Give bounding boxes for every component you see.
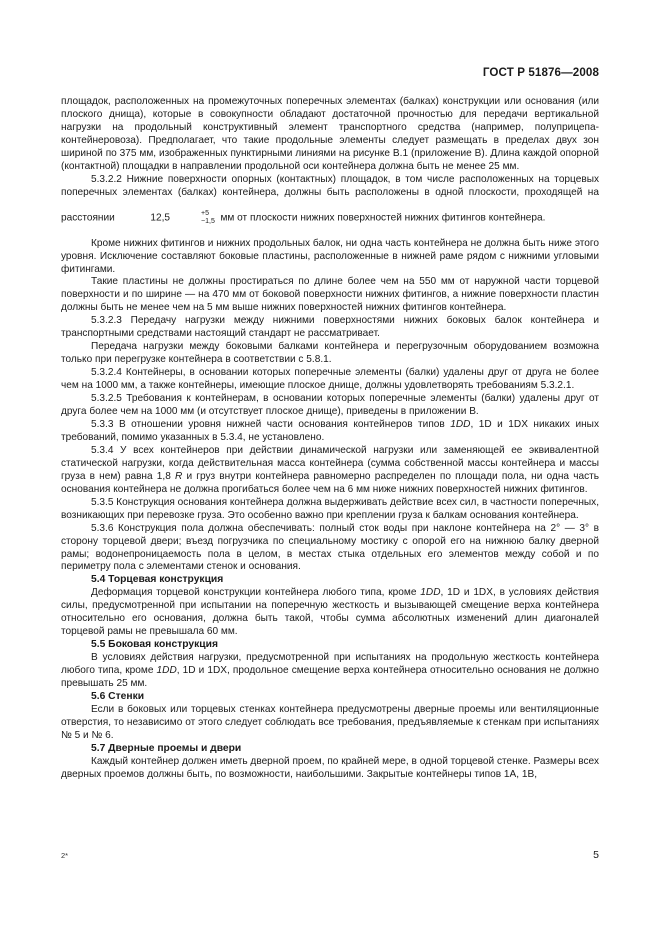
paragraph-text: 5.3.3 В отношении уровня нижней части основания контейнеров типов — [91, 418, 451, 430]
paragraph-text: и груз внутри контейнера равномерно распределен по площади пола, ни одна часть основания контейнера не должна прогибаться более чем на 6 мм ниже нижних поверхностей нижних фитингов. — [61, 470, 599, 495]
paragraph-5-3-2-3: 5.3.2.3 Передачу нагрузки между нижними поверхностями нижних боковых балок контейнера и транспортными средствами настоящий стандарт не рассматривает. — [61, 315, 599, 340]
section-heading-5-5: 5.5 Боковая конструкция — [91, 639, 218, 651]
formula-upper-tolerance: +5 — [201, 209, 210, 217]
paragraph-text: , 1D и 1DX, продольное смещение верха контейнера относительно основания не должно превышать 25 мм. — [61, 665, 599, 690]
page-number: 5 — [593, 849, 599, 861]
paragraph-text: , 1D и 1DX, в условиях действия силы, предусмотренной при испытании на поперечную жесткость и вызывающей смещение верха контейнера относительно его основания, должна быть такой, чтобы сумма абсолютных изменений длин диагоналей торцевой рамы не превышала 60 мм. — [61, 587, 599, 638]
paragraph-text: В условиях действия нагрузки, предусмотренной при испытаниях на продольную жесткость контейнера любого типа, кроме — [61, 652, 599, 677]
paragraph-5-3-2-5: 5.3.2.5 Требования к контейнерам, в основании которых поперечные элементы (балки) удалены друг от друга более чем на 1000 мм (и отсутствует плоское днище), приведены в приложении В. — [61, 393, 599, 418]
rating-symbol: R — [175, 470, 183, 482]
signature-mark: 2* — [61, 851, 69, 860]
paragraph — [61, 587, 599, 639]
formula-base: 12,5 — [150, 212, 171, 224]
container-type: 1DD — [450, 418, 471, 430]
paragraph-5-3-4 — [61, 445, 599, 497]
paragraph-5-3-2-4: 5.3.2.4 Контейнеры, в основании которых поперечные элементы (балки) удалены друг от друга не более чем на 1000 мм, а также контейнеры, имеющие плоское днище, должны удовлетворять требованиям 5.3.2.1. — [61, 367, 599, 392]
paragraph-5-3-5: 5.3.5 Конструкция основания контейнера должна выдерживать действие всех сил, в частности поперечных, возникающих при перевозке груза. Это особенно важно при креплении груза к балкам основания контейнера. — [61, 496, 599, 521]
paragraph-5-3-6: 5.3.6 Конструкция пола должна обеспечивать: полный сток воды при наклоне контейнера на 2° — 3° в сторону торцевой двери; въезд погрузчика по специальному мостику с опорой его на нижнюю балку дверной рамы; водонепроницаемость пола в целом, в местах стыка отдельных его элементов между собой и по периметру пола с элементами стенок и основания. — [61, 522, 599, 573]
dimension-formula — [120, 210, 214, 226]
paragraph-5-3-2-2 — [61, 174, 599, 232]
paragraph: Такие пластины не должны простираться по длине более чем на 550 мм от наружной части торцевой поверхности и по ширине — на 470 мм от боковой поверхности нижних фитингов, а нижние поверхности пластин должны быть не менее чем на 5 мм выше нижних поверхностей нижних фитингов контейнера. — [61, 276, 599, 314]
paragraph: Передача нагрузки между боковыми балками контейнера и перегрузочным оборудованием возможна только при перегрузке контейнера в соответствии с 5.8.1. — [61, 341, 599, 366]
paragraph-5-3-3 — [61, 419, 599, 445]
container-type: 1DD — [156, 665, 177, 677]
paragraph-text: 5.3.4 У всех контейнеров при действии динамической нагрузки или заменяющей ее эквивалентной статической нагрузки, когда действительная масса контейнера (сумма собственной массы контейнера и массы груза в нем) равна 1,8 — [61, 444, 599, 482]
paragraph-text: Деформация торцевой конструкции контейнера любого типа, кроме — [91, 587, 421, 599]
paragraph-text: 5.3.2.2 Нижние поверхности опорных (контактных) площадок, в том числе расположенных на торцевых поперечных элементах (балках) контейнера, должны быть расположены в одной плоскости, проходящей на расстоянии — [61, 173, 599, 224]
paragraph-text: , 1D и 1DX никаких иных требований, помимо указанных в 5.3.4, не установлено. — [61, 418, 599, 443]
paragraph: Если в боковых или торцевых стенках контейнера предусмотрены дверные проемы или вентиляционные отверстия, то независимо от этого следует соблюдать все требования, предъявляемые к стенкам при испытаниях № 5 и № 6. — [61, 703, 599, 741]
formula-tolerance — [171, 210, 215, 226]
paragraph: площадок, расположенных на промежуточных поперечных элементах (балках) конструкции или основания (или плоского днища), которые в совокупности обладают достаточной прочностью для передачи вертикальной нагрузки на продольный конструктивный элемент транспортного средства (например, полуприцепа-контейнеровоза). Предполагает, что такие продольные элементы следует размещать в пределах двух зон шириной по 375 мм, изображенных пунктирными линиями на рисунке В.1 (приложение В). Длина каждой опорной (контактной) площадки в направлении продольной оси контейнера должна быть не менее 25 мм. — [61, 96, 599, 172]
document-body — [61, 96, 599, 782]
container-type: 1DD — [420, 587, 441, 599]
paragraph: Каждый контейнер должен иметь дверной проем, по крайней мере, в одной торцевой стенке. Размеры всех дверных проемов должны быть, по возможности, наибольшими. Закрытые контейнеры типов 1А, 1В, — [61, 755, 599, 780]
formula-lower-tolerance: −1,5 — [201, 217, 215, 225]
paragraph-text: мм от плоскости нижних поверхностей нижних фитингов контейнера. — [220, 212, 546, 224]
section-heading-5-4: 5.4 Торцевая конструкция — [91, 574, 224, 586]
paragraph — [61, 652, 599, 691]
standard-header: ГОСТ Р 51876—2008 — [482, 66, 599, 79]
paragraph: Кроме нижних фитингов и нижних продольных балок, ни одна часть контейнера не должна быть ниже этого уровня. Исключение составляют боковые пластины, расположенные в нижней раме рядом с нижними угловыми фитингами. — [61, 237, 599, 275]
section-heading-5-7: 5.7 Дверные проемы и двери — [91, 742, 242, 754]
section-heading-5-6: 5.6 Стенки — [91, 690, 145, 702]
